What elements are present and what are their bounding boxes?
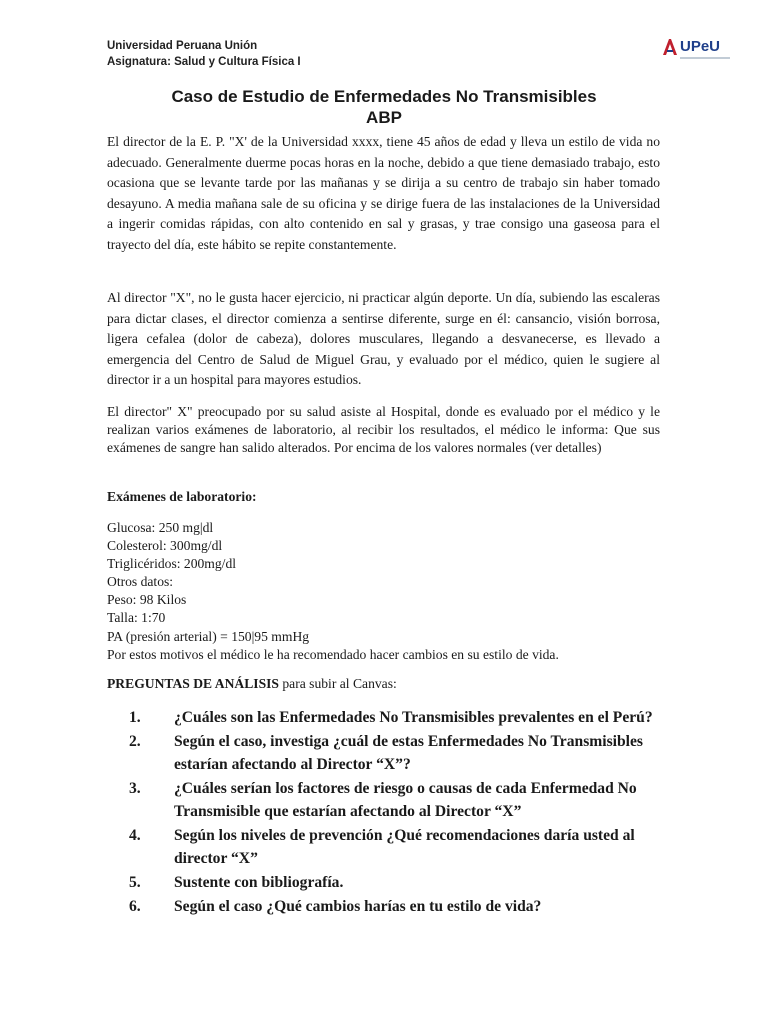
questions-heading xyxy=(107,676,397,692)
question-item xyxy=(107,895,667,918)
question-item xyxy=(107,730,667,776)
document-title: Caso de Estudio de Enfermedades No Transmisibles xyxy=(171,87,597,106)
question-number: 3. xyxy=(129,780,141,797)
question-text: Sustente con bibliografía. xyxy=(174,874,344,891)
course-name: Asignatura: Salud y Cultura Física I xyxy=(107,56,301,68)
case-paragraph-2: Al director "X", no le gusta hacer ejercicio, ni practicar algún deporte. Un día, subiendo las escaleras para dictar clases, el director comienza a sentirse diferente, surge en él: cansancio, visión borrosa, ligera cefalea (dolor de cabeza), dolores musculares, llegando a desvanecerse, es llevado a emergencia del Centro de Salud de Miguel Grau, y evaluado por el médico, quien le sugiere al director ir a un hospital para mayores estudios. xyxy=(107,290,660,388)
question-item xyxy=(107,777,667,823)
question-number: 4. xyxy=(129,827,141,844)
upeu-logo xyxy=(662,38,720,64)
university-name: Universidad Peruana Unión xyxy=(107,40,258,52)
logo-text: UPeU xyxy=(680,38,721,55)
lab-line-weight: Peso: 98 Kilos xyxy=(107,592,187,608)
lab-results-list xyxy=(107,519,660,664)
lab-line-cholesterol: Colesterol: 300mg/dl xyxy=(107,538,223,554)
document-subtitle: ABP xyxy=(366,108,402,127)
question-text: Según el caso, investiga ¿cuál de estas Enfermedades No Transmisibles estarían afectando al Director “X”? xyxy=(174,733,643,773)
lab-exams-heading: Exámenes de laboratorio: xyxy=(107,489,257,504)
question-number: 2. xyxy=(129,733,141,750)
question-item xyxy=(107,824,667,870)
questions-heading-bold: PREGUNTAS DE ANÁLISIS xyxy=(107,676,279,691)
logo-underline xyxy=(680,57,730,59)
case-paragraph-1: El director de la E. P. "X' de la Universidad xxxx, tiene 45 años de edad y lleva un estilo de vida no adecuado. Generalmente duerme pocas horas en la noche, debido a que tiene demasiado trabajo, esto ocasiona que se levante tarde por las mañanas y se dirija a su centro de trabajo sin haber tomado desayuno. A media mañana sale de su oficina y se dirige fuera de las instalaciones de la Universidad a ingerir comidas rápidas, con alto contenido en sal y grasas, y trae consigo una gaseosa para el trayecto del día, este hábito se repite constantemente. xyxy=(107,134,660,252)
questions-heading-rest: para subir al Canvas: xyxy=(278,676,397,691)
question-number: 6. xyxy=(129,898,141,915)
lab-line-blood-pressure: PA (presión arterial) = 150|95 mmHg xyxy=(107,628,310,644)
question-text: Según el caso ¿Qué cambios harías en tu estilo de vida? xyxy=(174,898,542,915)
question-number: 5. xyxy=(129,874,141,891)
lab-line-recommendation: Por estos motivos el médico le ha recomendado hacer cambios en su estilo de vida. xyxy=(107,646,559,662)
question-text: Según los niveles de prevención ¿Qué recomendaciones daría usted al director “X” xyxy=(174,827,635,867)
lab-line-height: Talla: 1:70 xyxy=(107,610,166,626)
lab-line-other-data: Otros datos: xyxy=(107,574,174,590)
question-text: ¿Cuáles son las Enfermedades No Transmisibles prevalentes en el Perú? xyxy=(174,709,653,726)
question-number: 1. xyxy=(129,709,141,726)
lab-line-triglycerides: Triglicéridos: 200mg/dl xyxy=(107,556,237,572)
question-item xyxy=(107,706,667,729)
lab-line-glucose: Glucosa: 250 mg|dl xyxy=(107,520,214,535)
document-header xyxy=(107,38,301,70)
upeu-logo-icon xyxy=(662,38,678,56)
question-item xyxy=(107,871,667,894)
case-paragraph-3: El director" X" preocupado por su salud asiste al Hospital, donde es evaluado por el médico y le realizan varios exámenes de laboratorio, al recibir los resultados, el médico le informa: Que sus exámenes de sangre han salido alterados. Por encima de los valores normales (ver detalles) xyxy=(107,404,660,456)
questions-list xyxy=(107,706,667,919)
question-text: ¿Cuáles serían los factores de riesgo o causas de cada Enfermedad No Transmisible que estarían afectando al Director “X” xyxy=(174,780,637,820)
